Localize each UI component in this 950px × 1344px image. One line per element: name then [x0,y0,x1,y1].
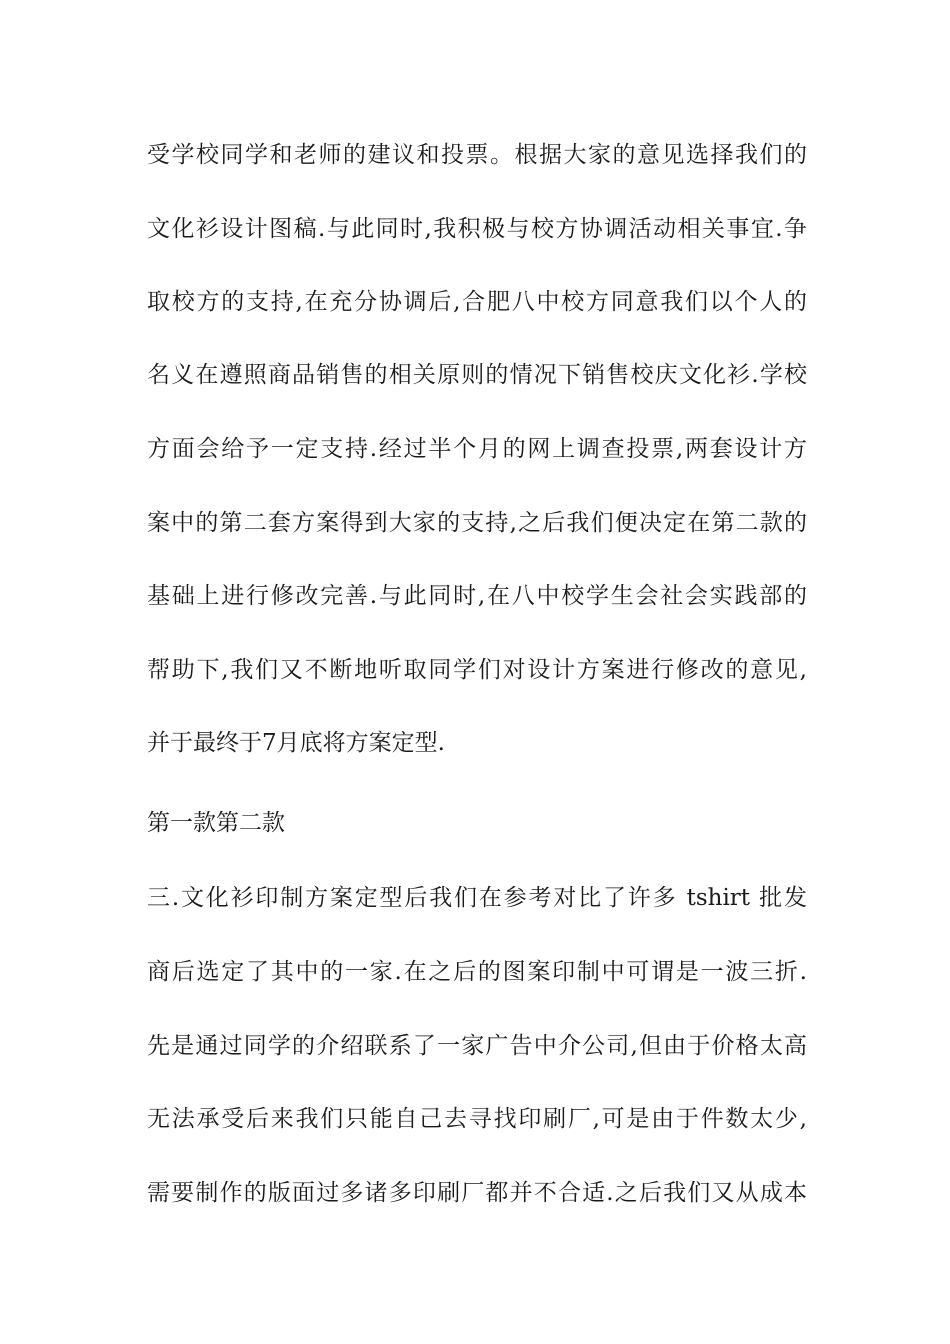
text-line: 帮助下,我们又不断地听取同学们对设计方案进行修改的意见, [147,657,807,683]
text-line: 基础上进行修改完善.与此同时,在八中校学生会社会实践部的 [147,583,807,609]
caption-line: 第一款第二款 [147,810,285,836]
text-line: 文化衫设计图稿.与此同时,我积极与校方协调活动相关事宜.争 [147,216,807,242]
text-line: 受学校同学和老师的建议和投票。根据大家的意见选择我们的 [147,142,807,168]
section-heading-line: 三.文化衫印制方案定型后我们在参考对比了许多 tshirt 批发 [147,885,807,911]
text-line: 先是通过同学的介绍联系了一家广告中介公司,但由于价格太高 [147,1033,807,1059]
text-line: 商后选定了其中的一家.在之后的图案印制中可谓是一波三折. [147,959,807,985]
text-line: 名义在遵照商品销售的相关原则的情况下销售校庆文化衫.学校 [147,362,807,388]
text-line: 案中的第二套方案得到大家的支持,之后我们便决定在第二款的 [147,510,807,536]
text-line: 无法承受后来我们只能自己去寻找印刷厂,可是由于件数太少, [147,1106,807,1132]
text-line: 并于最终于7月底将方案定型. [147,730,445,756]
text-line: 取校方的支持,在充分协调后,合肥八中校方同意我们以个人的 [147,289,807,315]
text-line: 需要制作的版面过多诸多印刷厂都并不合适.之后我们又从成本 [147,1180,807,1206]
text-line: 方面会给予一定支持.经过半个月的网上调查投票,两套设计方 [147,436,807,462]
